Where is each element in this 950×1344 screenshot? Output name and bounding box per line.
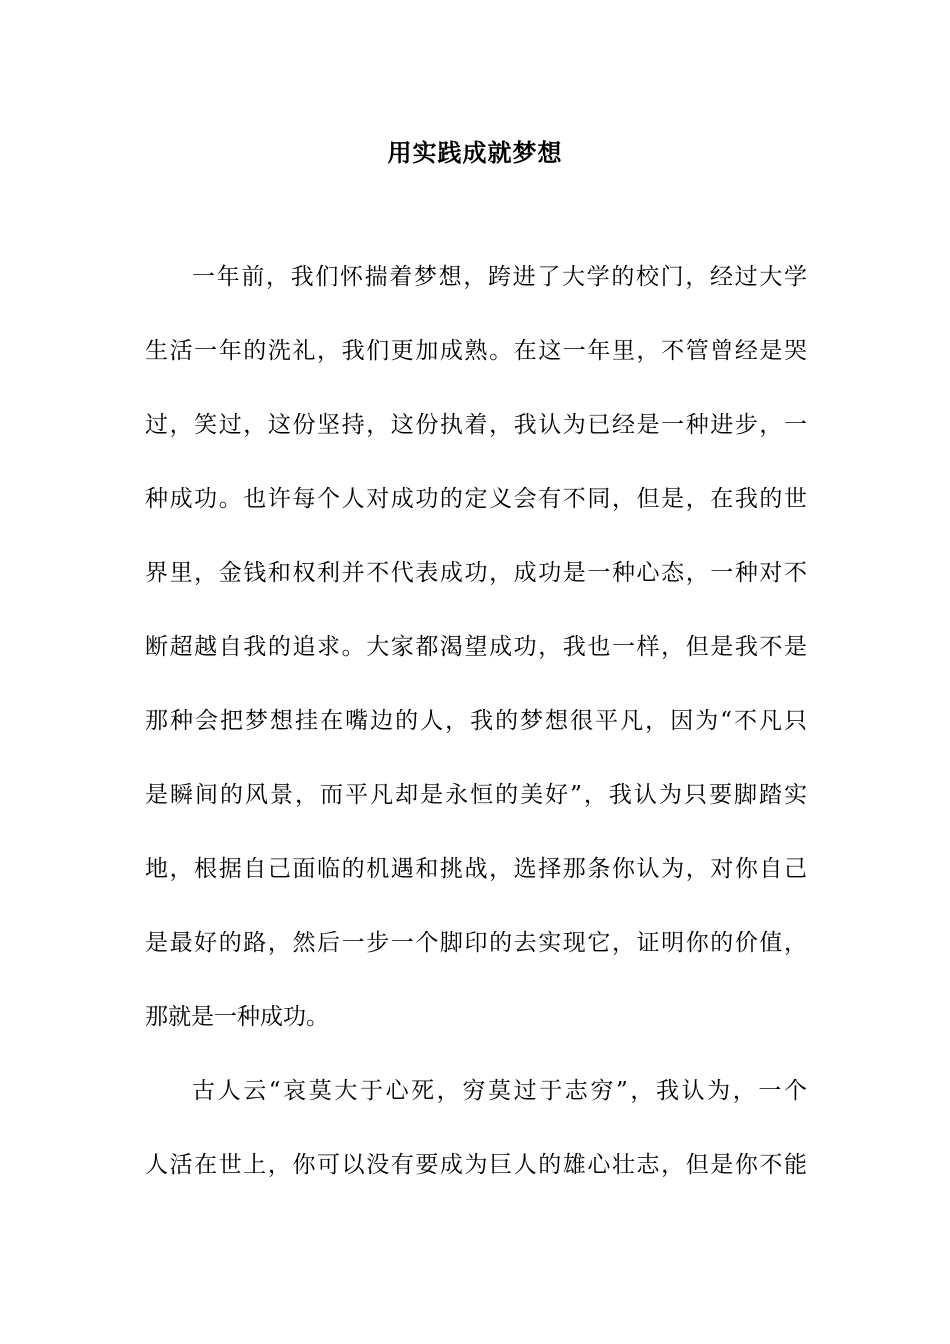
body-line: 那就是一种成功。 bbox=[145, 1004, 329, 1030]
body-line: 生活一年的洗礼，我们更加成熟。在这一年里，不管曾经是哭 bbox=[145, 338, 807, 364]
document-title: 用实践成就梦想 bbox=[387, 138, 563, 167]
body-line: 是瞬间的风景，而平凡却是永恒的美好”，我认为只要脚踏实 bbox=[145, 782, 807, 808]
body-line: 那种会把梦想挂在嘴边的人，我的梦想很平凡，因为“不凡只 bbox=[145, 708, 807, 734]
body-line: 过，笑过，这份坚持，这份执着，我认为已经是一种进步，一 bbox=[145, 412, 807, 438]
body-line: 界里，金钱和权利并不代表成功，成功是一种心态，一种对不 bbox=[145, 560, 807, 586]
document-body bbox=[145, 257, 807, 1219]
body-line: 地，根据自己面临的机遇和挑战，选择那条你认为，对你自己 bbox=[145, 856, 807, 882]
body-line: 是最好的路，然后一步一个脚印的去实现它，证明你的价值， bbox=[145, 930, 807, 956]
body-line: 古人云“哀莫大于心死，穷莫过于志穷”，我认为，一个 bbox=[192, 1078, 807, 1104]
body-line: 种成功。也许每个人对成功的定义会有不同，但是，在我的世 bbox=[145, 486, 807, 512]
body-line: 人活在世上，你可以没有要成为巨人的雄心壮志，但是你不能 bbox=[145, 1152, 807, 1178]
body-line: 一年前，我们怀揣着梦想，跨进了大学的校门，经过大学 bbox=[192, 264, 807, 290]
body-line: 断超越自我的追求。大家都渴望成功，我也一样，但是我不是 bbox=[145, 634, 807, 660]
